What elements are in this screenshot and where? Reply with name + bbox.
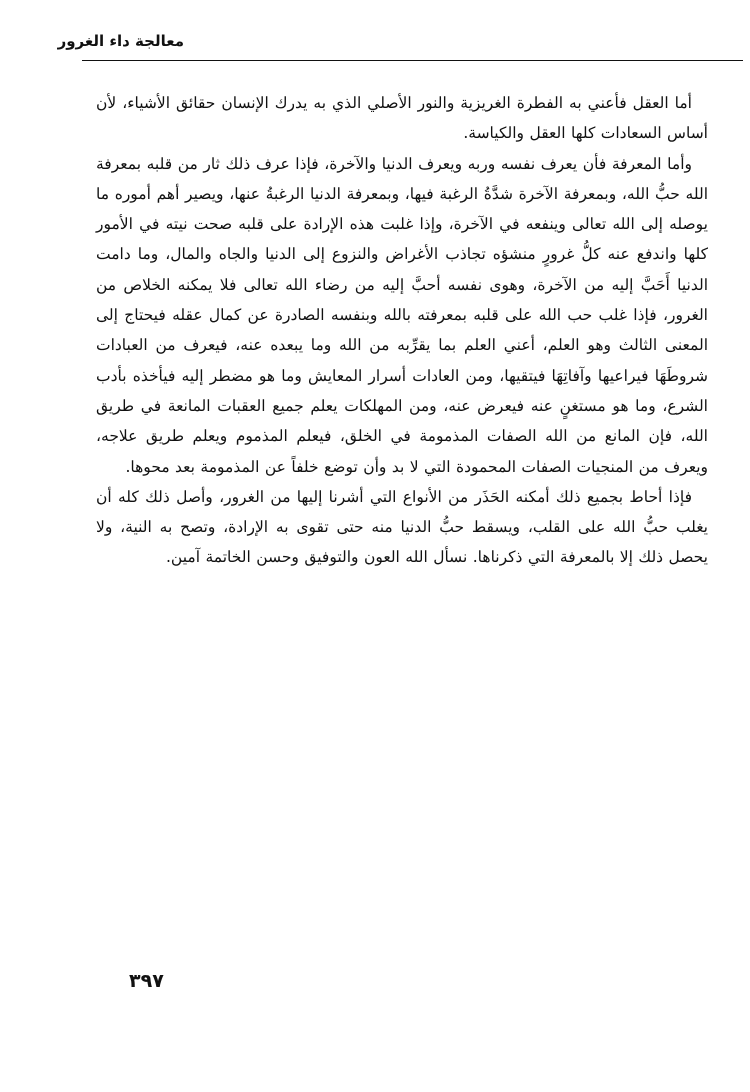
paragraph-intellect: أما العقل فأعني به الفطرة الغريزية والنور الأصلي الذي به يدرك الإنسان حقائق الأشياء، لأن أساس السعادات كلها العقل والكياسة. [96, 94, 708, 143]
page-number: ٣٩٧ [129, 970, 164, 992]
header-rule [82, 60, 743, 61]
running-head-title: معالجة داء الغرور [57, 32, 184, 50]
paragraph-conclusion: فإذا أحاط بجميع ذلك أمكنه الحَذَر من الأنواع التي أشرنا إليها من الغرور، وأصل ذلك كله أن يغلب حبُّ الله على القلب، ويسقط حبُّ الدنيا منه حتى تقوى به الإرادة، وتصح به النية، ولا يحصل ذلك إلا بالمعرفة التي ذكرناها. نسأل الله العون والتوفيق وحسن الخاتمة آمين. [96, 487, 708, 567]
paragraph-knowledge: وأما المعرفة فأن يعرف نفسه وربه ويعرف الدنيا والآخرة، فإذا عرف ذلك ثار من قلبه بمعرفة الله حبُّ الله، وبمعرفة الآخرة شدَّةُ الرغبة فيها، وبمعرفة الدنيا الرغبةُ عنها، ويصير أهم أموره ما يوصله إلى الله تعالى وينفعه في الآخرة، وإذا غلبت هذه الإرادة على قلبه صحت نيته في الأمور كلها واندفع عنه كلُّ غرورٍ منشؤه تجاذب الأغراض والنزوع إلى الدنيا والجاه والمال، وما دامت الدنيا أَحَبَّ إليه من الآخرة، وهوى نفسه أحبَّ إليه من رضاء الله تعالى فلا يمكنه الخلاص من الغرور، فإذا غلب حب الله على قلبه بمعرفته بالله وبنفسه الصادرة عن كمال عقله فيحتاج إلى المعنى الثالث وهو العلم، أعني العلم بما يقرِّبه من الله وما يبعده عنه، فيعرف من العبادات شروطَهَا فيراعيها وآفاتِهَا فيتقيها، ومن العادات أسرار المعايش وما هو مضطر إليه فيأخذه بأدب الشرع، وما هو مستغنٍ عنه فيعرض عنه، ومن المهلكات يعلم جميع العقبات المانعة في طريق الله، فإن المانع من الله الصفات المذمومة في الخلق، فيعلم المذموم ويعلم طريق علاجه، ويعرف من المنجيات الصفات المحمودة التي لا بد وأن توضع خلفاً عن المذمومة بعد محوها. [96, 154, 708, 476]
body-text [96, 88, 708, 573]
